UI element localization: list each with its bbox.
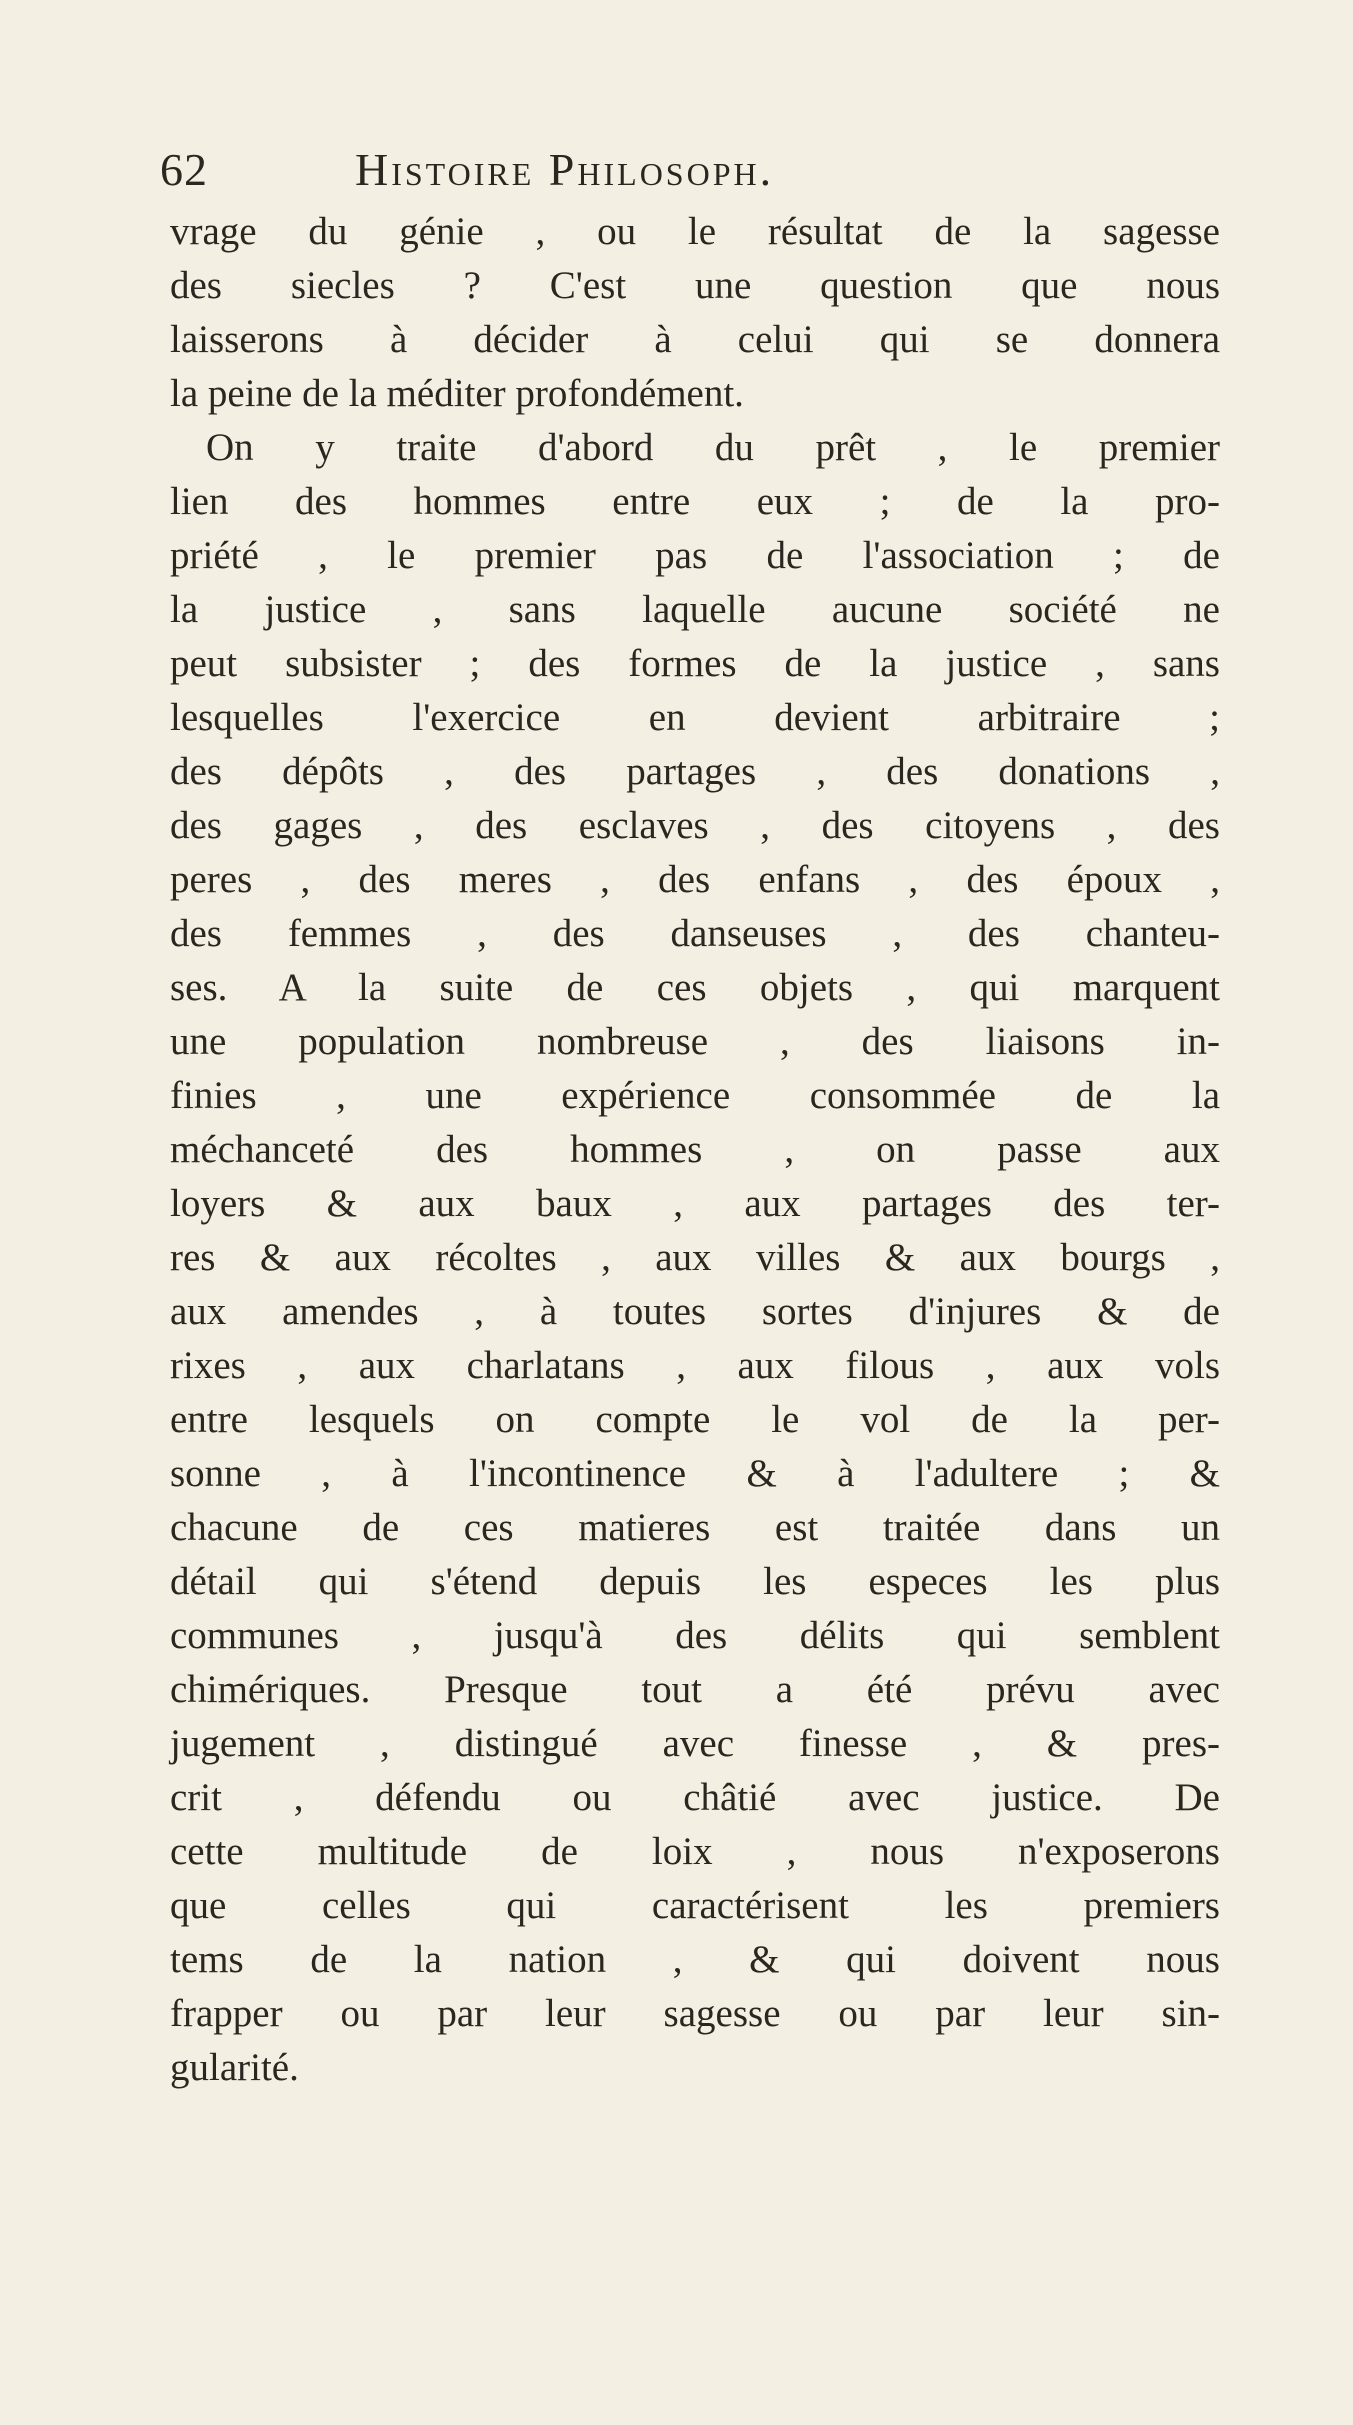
- text-line: des siecles ? C'est une question que nous: [170, 264, 1220, 307]
- text-line: la peine de la méditer profondément.: [170, 372, 744, 415]
- text-line: On y traite d'abord du prêt , le premier: [206, 426, 1220, 469]
- text-line: des femmes , des danseuses , des chanteu-: [170, 912, 1220, 955]
- text-line: tems de la nation , & qui doivent nous: [170, 1938, 1220, 1981]
- text-line: res & aux récoltes , aux villes & aux bourgs ,: [170, 1236, 1220, 1279]
- text-line: sonne , à l'incontinence & à l'adultere ; &: [170, 1452, 1220, 1495]
- running-title: Histoire Philosoph.: [355, 144, 775, 195]
- text-line: jugement , distingué avec finesse , & pres-: [170, 1722, 1220, 1765]
- text-line: rixes , aux charlatans , aux filous , aux vols: [170, 1344, 1220, 1387]
- page-number: 62: [160, 144, 208, 195]
- text-line: méchanceté des hommes , on passe aux: [170, 1128, 1220, 1171]
- text-line: que celles qui caractérisent les premiers: [170, 1884, 1220, 1927]
- text-line: priété , le premier pas de l'association ; de: [170, 534, 1220, 577]
- text-line: détail qui s'étend depuis les especes les plus: [170, 1560, 1220, 1603]
- text-line: laisserons à décider à celui qui se donnera: [170, 318, 1220, 361]
- text-line: chimériques. Presque tout a été prévu avec: [170, 1668, 1220, 1711]
- text-line: lesquelles l'exercice en devient arbitraire ;: [170, 696, 1220, 739]
- text-line: des dépôts , des partages , des donations ,: [170, 750, 1220, 793]
- text-line: frapper ou par leur sagesse ou par leur sin-: [170, 1992, 1220, 2035]
- text-line: communes , jusqu'à des délits qui semblent: [170, 1614, 1220, 1657]
- body-text: [170, 205, 1220, 2095]
- text-line: crit , défendu ou châtié avec justice. De: [170, 1776, 1220, 1819]
- text-line: finies , une expérience consommée de la: [170, 1074, 1220, 1117]
- text-line: loyers & aux baux , aux partages des ter-: [170, 1182, 1220, 1225]
- text-line: entre lesquels on compte le vol de la per-: [170, 1398, 1220, 1441]
- text-line: des gages , des esclaves , des citoyens , des: [170, 804, 1220, 847]
- text-line: aux amendes , à toutes sortes d'injures & de: [170, 1290, 1220, 1333]
- text-line: peres , des meres , des enfans , des époux ,: [170, 858, 1220, 901]
- text-line: vrage du génie , ou le résultat de la sagesse: [170, 210, 1220, 253]
- text-line: chacune de ces matieres est traitée dans un: [170, 1506, 1220, 1549]
- text-line: cette multitude de loix , nous n'exposerons: [170, 1830, 1220, 1873]
- text-line: la justice , sans laquelle aucune société ne: [170, 588, 1220, 631]
- text-line: peut subsister ; des formes de la justice , sans: [170, 642, 1220, 685]
- text-line: lien des hommes entre eux ; de la pro-: [170, 480, 1220, 523]
- running-head: [160, 140, 1220, 200]
- text-line: gularité.: [170, 2046, 299, 2089]
- text-line: ses. A la suite de ces objets , qui marquent: [170, 966, 1220, 1009]
- text-line: une population nombreuse , des liaisons in-: [170, 1020, 1220, 1063]
